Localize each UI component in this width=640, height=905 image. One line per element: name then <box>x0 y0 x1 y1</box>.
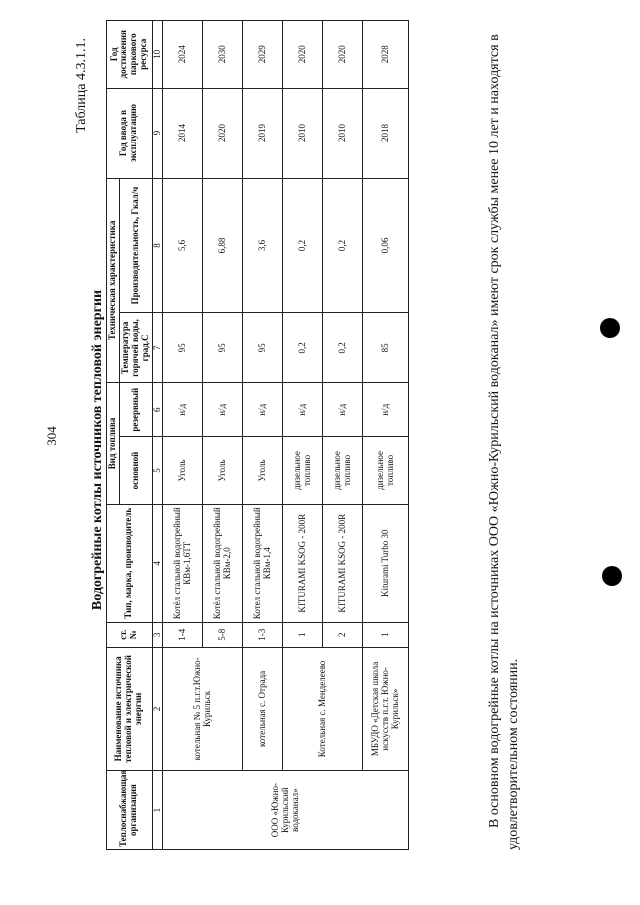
fuel-reserve: н/д <box>243 383 283 437</box>
col-number: 9 <box>152 88 163 178</box>
fuel-reserve: н/д <box>363 383 409 437</box>
header-fuel: Вид топлива <box>107 383 120 504</box>
header-source: Наименование источника тепловой и электрической энергии <box>107 647 153 771</box>
fuel-reserve: н/д <box>203 383 243 437</box>
year-end: 2020 <box>323 21 363 89</box>
year-start: 2010 <box>323 88 363 178</box>
boiler-type: KITURAMI KSOG - 200R <box>283 504 323 622</box>
header-fuel-main: основной <box>119 437 152 504</box>
year-end: 2028 <box>363 21 409 89</box>
punch-hole-icon <box>600 318 620 338</box>
boiler-type: Kiturami Turbo 30 <box>363 504 409 622</box>
col-number: 2 <box>152 647 163 771</box>
header-tech: Техническая характеристика <box>107 178 120 383</box>
year-end: 2030 <box>203 21 243 89</box>
boiler-type: KITURAMI KSOG - 200R <box>323 504 363 622</box>
fuel-reserve: н/д <box>283 383 323 437</box>
year-end: 2020 <box>283 21 323 89</box>
water-temp: 85 <box>363 313 409 383</box>
col-number: 10 <box>152 21 163 89</box>
page-number: 304 <box>44 426 59 446</box>
header-type: Тип, марка, производитель <box>107 504 153 622</box>
header-org: Теплоснабжающая организация <box>107 771 153 850</box>
capacity: 0,06 <box>363 178 409 313</box>
col-number: 4 <box>152 504 163 622</box>
footer-paragraph <box>486 20 524 850</box>
col-number: 5 <box>152 437 163 504</box>
table-label: Таблица 4.3.1.1. <box>74 38 89 133</box>
boiler-type: Котёл стальной водогрейный КВм-1,6ТТ <box>163 504 203 622</box>
boilers-table <box>106 20 409 850</box>
source-name: Котельная с. Менделеево <box>283 647 363 771</box>
table-row <box>243 21 283 850</box>
capacity: 5,6 <box>163 178 203 313</box>
footer-text: В основном водогрейные котлы на источниках ООО «Южно-Курильский водоканал» имеют срок службы менее 10 лет и находятся в удовлетворительном состоянии. <box>487 34 521 850</box>
unit-number: 1 <box>283 622 323 647</box>
fuel-main: дизельное топливо <box>363 437 409 504</box>
capacity: 0,2 <box>283 178 323 313</box>
year-end: 2029 <box>243 21 283 89</box>
header-year-end: Год достижения паркового ресурса <box>107 21 153 89</box>
table-row <box>363 21 409 850</box>
source-name: МБУДО «Детская школа искусств п.г.т. Южно-Курильск» <box>363 647 409 771</box>
year-end: 2024 <box>163 21 203 89</box>
water-temp: 0,2 <box>323 313 363 383</box>
year-start: 2014 <box>163 88 203 178</box>
fuel-reserve: н/д <box>163 383 203 437</box>
year-start: 2018 <box>363 88 409 178</box>
punch-hole-icon <box>602 566 622 586</box>
col-number: 1 <box>152 771 163 850</box>
water-temp: 95 <box>243 313 283 383</box>
header-num: ст. № <box>107 622 153 647</box>
fuel-reserve: н/д <box>323 383 363 437</box>
boiler-type: Котёл стальной водогрейный КВм-2,0 <box>203 504 243 622</box>
org-name: ООО «Южно-Курильский водоканал» <box>163 771 409 850</box>
header-year-start: Год ввода в эксплуатацию <box>107 88 153 178</box>
source-name: котельная № 5 п.г.т.Южно-Курильск <box>163 647 243 771</box>
column-numbers-row <box>152 21 163 850</box>
capacity: 6,88 <box>203 178 243 313</box>
unit-number: 1-4 <box>163 622 203 647</box>
header-fuel-reserve: резервный <box>119 383 152 437</box>
unit-number: 1-3 <box>243 622 283 647</box>
header-capacity: Производительность, Гкал/ч <box>119 178 152 313</box>
table-row <box>163 21 203 850</box>
capacity: 0,2 <box>323 178 363 313</box>
table-title: Водогрейные котлы источников тепловой энергии <box>90 289 105 611</box>
header-temp: Температура горячей воды, град.С <box>119 313 152 383</box>
col-number: 7 <box>152 313 163 383</box>
year-start: 2019 <box>243 88 283 178</box>
unit-number: 1 <box>363 622 409 647</box>
water-temp: 95 <box>203 313 243 383</box>
unit-number: 5-8 <box>203 622 243 647</box>
col-number: 8 <box>152 178 163 313</box>
col-number: 6 <box>152 383 163 437</box>
source-name: котельная с. Отрада <box>243 647 283 771</box>
boiler-type: Котел стальной водогрейный КВм-1,4 <box>243 504 283 622</box>
year-start: 2010 <box>283 88 323 178</box>
fuel-main: Уголь <box>243 437 283 504</box>
col-number: 3 <box>152 622 163 647</box>
table-row <box>283 21 323 850</box>
unit-number: 2 <box>323 622 363 647</box>
fuel-main: Уголь <box>163 437 203 504</box>
water-temp: 95 <box>163 313 203 383</box>
year-start: 2020 <box>203 88 243 178</box>
fuel-main: дизельное топливо <box>283 437 323 504</box>
rotated-page-content <box>66 20 626 880</box>
capacity: 3,6 <box>243 178 283 313</box>
water-temp: 0,2 <box>283 313 323 383</box>
fuel-main: Уголь <box>203 437 243 504</box>
fuel-main: дизельное топливо <box>323 437 363 504</box>
